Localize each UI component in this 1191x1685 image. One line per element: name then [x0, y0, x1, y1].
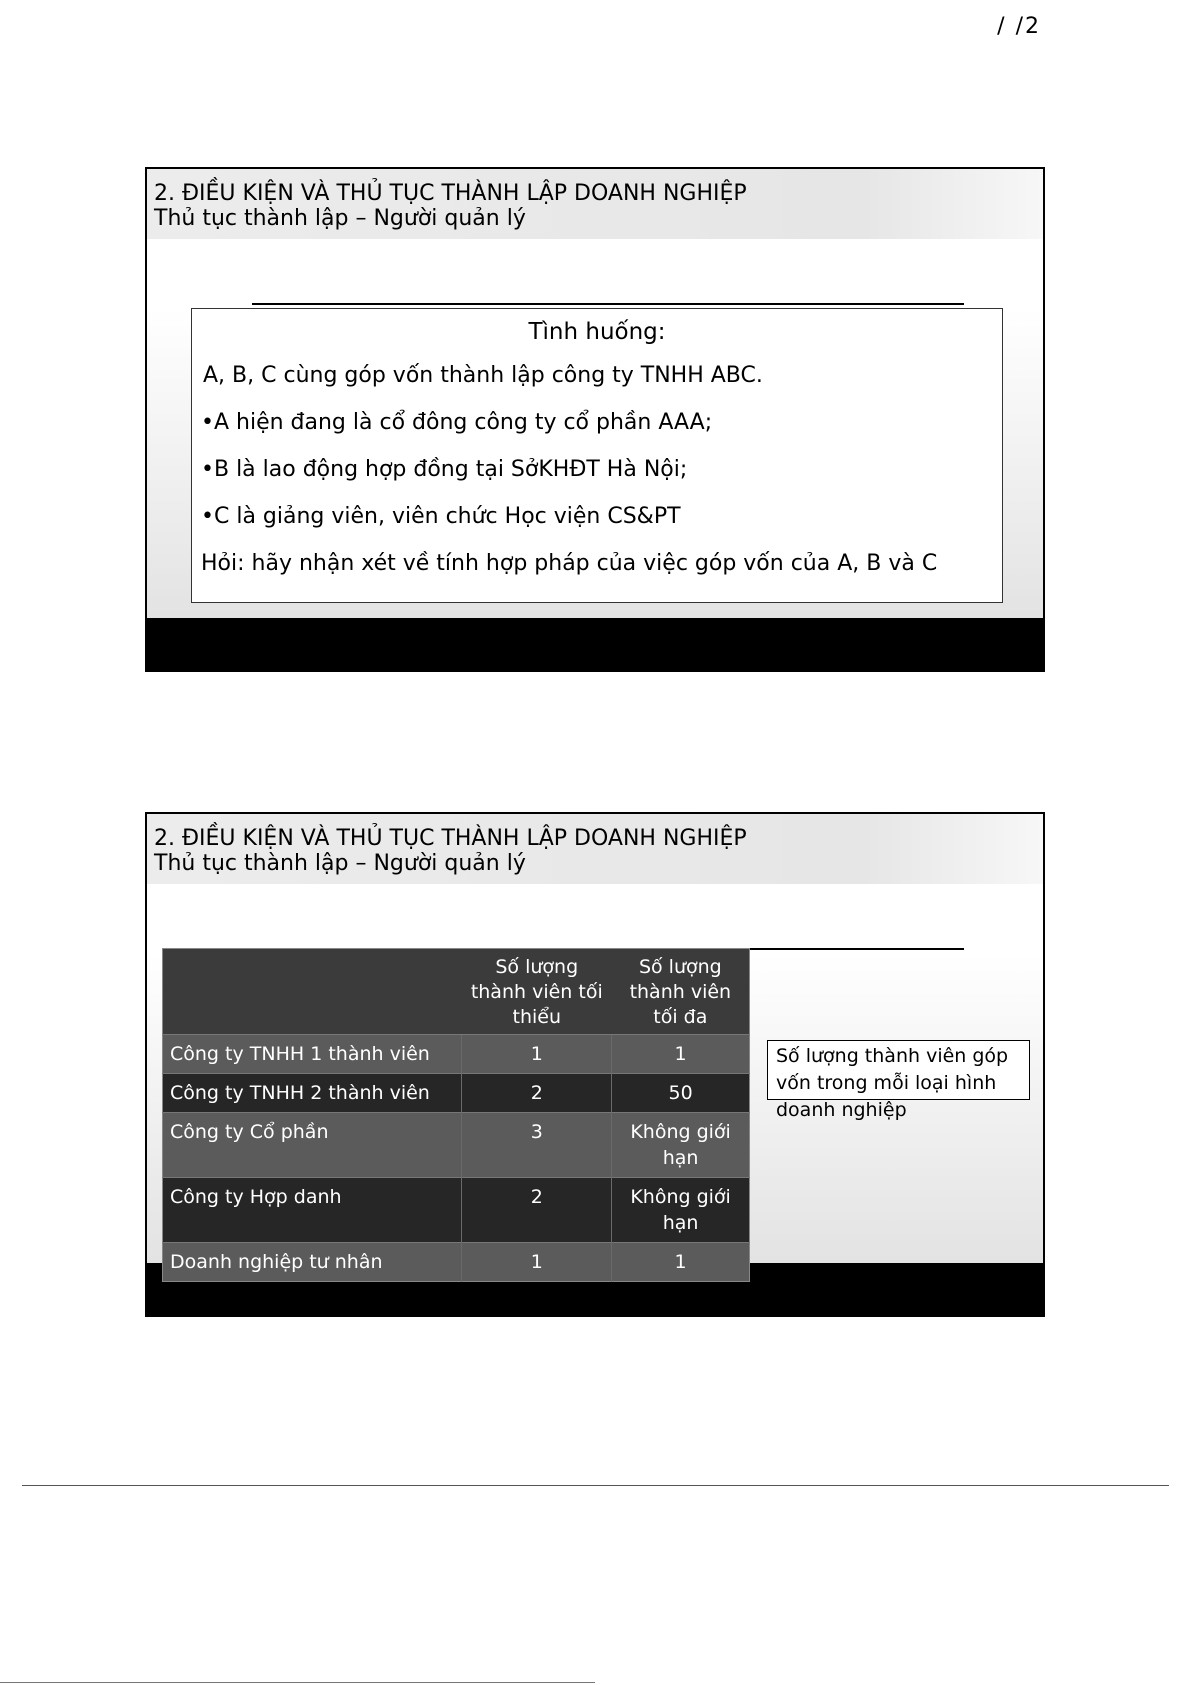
company-type-cell: Công ty Hợp danh	[163, 1178, 462, 1243]
slide-2	[145, 812, 1045, 1317]
slide-title: 2. ĐIỀU KIỆN VÀ THỦ TỤC THÀNH LẬP DOANH NGHIỆP	[154, 181, 747, 206]
divider-line	[252, 303, 964, 305]
page-number: / /2	[997, 14, 1041, 39]
table-header-cell	[163, 949, 462, 1035]
slide-header	[147, 814, 1043, 884]
min-members-cell: 2	[462, 1178, 612, 1243]
table-row	[163, 1243, 750, 1282]
company-type-cell: Doanh nghiệp tư nhân	[163, 1243, 462, 1282]
company-type-cell: Công ty TNHH 2 thành viên	[163, 1074, 462, 1113]
table-row	[163, 1074, 750, 1113]
company-type-cell: Công ty TNHH 1 thành viên	[163, 1035, 462, 1074]
table-header-cell: Số lượng thành viên tối đa	[612, 949, 750, 1035]
slide-subtitle: Thủ tục thành lập – Người quản lý	[154, 206, 526, 231]
bottom-edge-line	[0, 1682, 595, 1683]
min-members-cell: 1	[462, 1035, 612, 1074]
case-intro: A, B, C cùng góp vốn thành lập công ty TNHH ABC.	[203, 363, 763, 388]
max-members-cell: 1	[612, 1243, 750, 1282]
page-divider	[22, 1485, 1169, 1486]
note-box: Số lượng thành viên góp vốn trong mỗi loại hình doanh nghiệp	[767, 1040, 1030, 1100]
max-members-cell: 50	[612, 1074, 750, 1113]
min-members-cell: 2	[462, 1074, 612, 1113]
company-members-table	[162, 948, 750, 1282]
slide-header	[147, 169, 1043, 239]
case-bullet-b: •B là lao động hợp đồng tại SởKHĐT Hà Nội;	[201, 457, 688, 482]
table-header-row	[163, 949, 750, 1035]
min-members-cell: 1	[462, 1243, 612, 1282]
max-members-cell: Không giới hạn	[612, 1178, 750, 1243]
table-row	[163, 1035, 750, 1074]
table-header-cell: Số lượng thành viên tối thiểu	[462, 949, 612, 1035]
case-heading: Tình huống:	[528, 319, 666, 345]
slide-1	[145, 167, 1045, 672]
min-members-cell: 3	[462, 1113, 612, 1178]
max-members-cell: Không giới hạn	[612, 1113, 750, 1178]
company-type-cell: Công ty Cổ phần	[163, 1113, 462, 1178]
slide-title: 2. ĐIỀU KIỆN VÀ THỦ TỤC THÀNH LẬP DOANH NGHIỆP	[154, 826, 747, 851]
case-study-box	[191, 308, 1003, 603]
max-members-cell: 1	[612, 1035, 750, 1074]
case-bullet-c: •C là giảng viên, viên chức Học viện CS&PT	[201, 504, 681, 529]
table-row	[163, 1178, 750, 1243]
table-row	[163, 1113, 750, 1178]
slide-footer-bar	[147, 618, 1043, 670]
case-question: Hỏi: hãy nhận xét về tính hợp pháp của việc góp vốn của A, B và C	[201, 551, 938, 576]
case-bullet-a: •A hiện đang là cổ đông công ty cổ phần AAA;	[201, 410, 713, 435]
slide-subtitle: Thủ tục thành lập – Người quản lý	[154, 851, 526, 876]
